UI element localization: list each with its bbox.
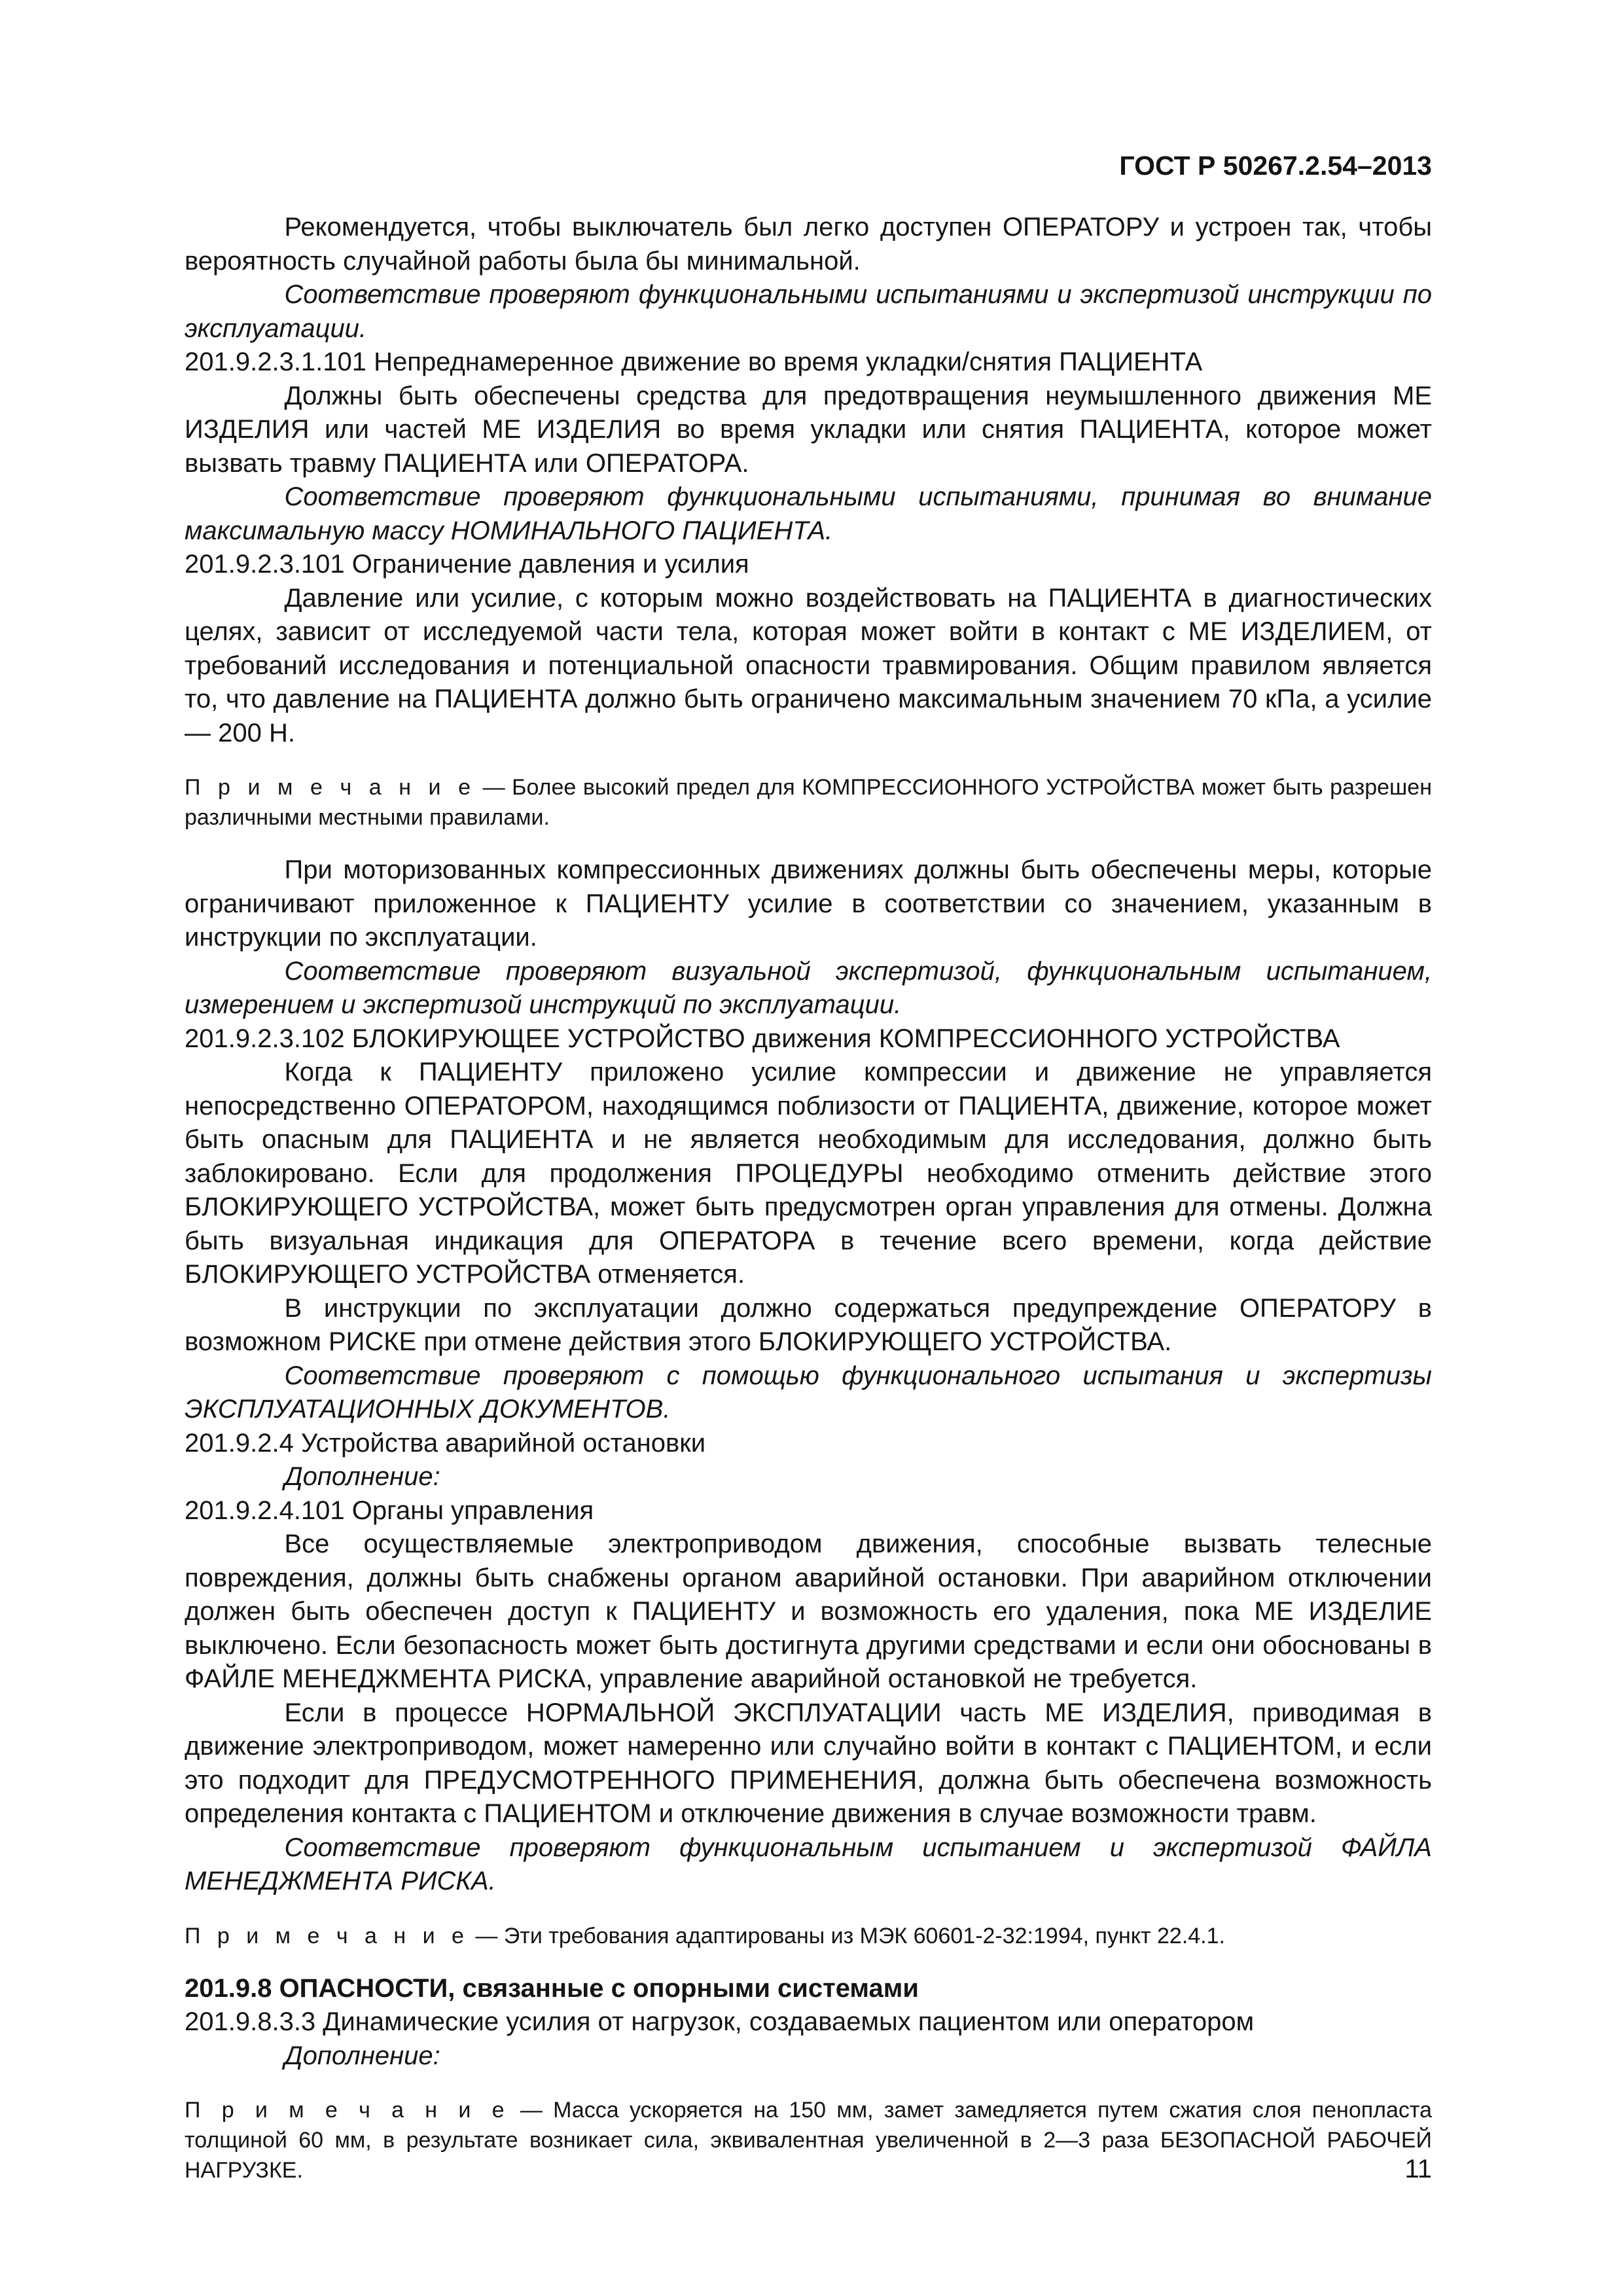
paragraph: Когда к ПАЦИЕНТУ приложено усилие компрессии и движение не управляется непосредственно ОПЕРАТОРОМ, находящимся поблизости от ПАЦИЕНТА, движение, которое может быть опасным для ПАЦИЕНТА и не является необходимым для исследования, должно быть заблокировано. Если для продолжения ПРОЦЕДУРЫ необходимо отменить действие этого БЛОКИРУЮЩЕГО УСТРОЙСТВА, может быть предусмотрен орган управления для отмены. Должна быть визуальная индикация для ОПЕРАТОРА в течение всего времени, когда действие БЛОКИРУЮЩЕГО УСТРОЙСТВА отменяется. — [185, 1058, 1432, 1289]
note — [185, 772, 1432, 833]
clause-heading: 201.9.2.4 Устройства аварийной остановки — [185, 1428, 706, 1458]
compliance-paragraph: Соответствие проверяют функциональным испытанием и экспертизой ФАЙЛА МЕНЕДЖМЕНТА РИСКА. — [185, 1833, 1432, 1895]
note-text: — Масса ускоряется на 150 мм, замет замедляется путем сжатия слоя пенопласта толщиной 60 мм, в результате возникает сила, эквивалентная увеличенной в 2—3 раза БЕЗОПАСНОЙ РАБОЧЕЙ НАГРУЗКЕ. — [185, 2098, 1432, 2183]
note-text: — Более высокий предел для КОМПРЕССИОННОГО УСТРОЙСТВА может быть разрешен различными местными правилами. — [185, 775, 1432, 830]
clause-heading: 201.9.8.3.3 Динамические усилия от нагрузок, создаваемых пациентом или оператором — [185, 2007, 1255, 2036]
standard-title: ГОСТ Р 50267.2.54–2013 — [1119, 151, 1432, 181]
paragraph: Если в процессе НОРМАЛЬНОЙ ЭКСПЛУАТАЦИИ часть МЕ ИЗДЕЛИЯ, приводимая в движение электроприводом, может намеренно или случайно войти в контакт с ПАЦИЕНТОМ, и если это подходит для ПРЕДУСМОТРЕННОГО ПРИМЕНЕНИЯ, должна быть обеспечена возможность определения контакта с ПАЦИЕНТОМ и отключение движения в случае возможности травм. — [185, 1698, 1432, 1828]
compliance-paragraph: Соответствие проверяют функциональными испытаниями, принимая во внимание максимальную массу НОМИНАЛЬНОГО ПАЦИЕНТА. — [185, 482, 1432, 545]
note-label: П р и м е ч а н и е — [185, 775, 476, 800]
body-text — [185, 211, 1432, 2185]
paragraph: Все осуществляемые электроприводом движения, способные вызвать телесные повреждения, должны быть снабжены органом аварийной остановки. При аварийном отключении должен быть обеспечен доступ к ПАЦИЕНТУ и возможность его удаления, пока МЕ ИЗДЕЛИЕ выключено. Если безопасность может быть достигнута другими средствами и если они обоснованы в ФАЙЛЕ МЕНЕДЖМЕНТА РИСКА, управление аварийной остановкой не требуется. — [185, 1530, 1432, 1693]
paragraph: Давление или усилие, с которым можно воздействовать на ПАЦИЕНТА в диагностических целях, зависит от исследуемой части тела, которая может войти в контакт с МЕ ИЗДЕЛИЕМ, от требований исследования и потенциальной опасности травмирования. Общим правилом является то, что давление на ПАЦИЕНТА должно быть ограничено максимальным значением 70 кПа, а усилие — 200 Н. — [185, 583, 1432, 747]
note-label: П р и м е ч а н и е — [185, 2098, 510, 2123]
clause-heading: 201.9.2.3.102 БЛОКИРУЮЩЕЕ УСТРОЙСТВО движения КОМПРЕССИОННОГО УСТРОЙСТВА — [185, 1024, 1340, 1053]
paragraph: Должны быть обеспечены средства для предотвращения неумышленного движения МЕ ИЗДЕЛИЯ или частей МЕ ИЗДЕЛИЯ во время укладки или снятия ПАЦИЕНТА, которое может вызвать травму ПАЦИЕНТА или ОПЕРАТОРА. — [185, 381, 1432, 478]
clause-heading: 201.9.2.3.101 Ограничение давления и усилия — [185, 550, 749, 579]
paragraph: Рекомендуется, чтобы выключатель был легко доступен ОПЕРАТОРУ и устроен так, чтобы вероятность случайной работы была бы минимальной. — [185, 213, 1432, 276]
addition-label: Дополнение: — [284, 2041, 440, 2070]
paragraph: При моторизованных компрессионных движениях должны быть обеспечены меры, которые ограничивают приложенное к ПАЦИЕНТУ усилие в соответствии со значением, указанным в инструкции по эксплуатации. — [185, 855, 1432, 952]
note-text: — Эти требования адаптированы из МЭК 60601-2-32:1994, пункт 22.4.1. — [469, 1923, 1225, 1948]
section-heading: 201.9.8 ОПАСНОСТИ, связанные с опорными системами — [185, 1973, 919, 2003]
compliance-paragraph: Соответствие проверяют визуальной экспертизой, функциональным испытанием, измерением и экспертизой инструкций по эксплуатации. — [185, 956, 1432, 1019]
note — [185, 1921, 1432, 1951]
addition-label: Дополнение: — [284, 1462, 440, 1491]
note-label: П р и м е ч а н и е — [185, 1923, 469, 1948]
compliance-paragraph: Соответствие проверяют с помощью функционального испытания и экспертизы ЭКСПЛУАТАЦИОННЫХ ДОКУМЕНТОВ. — [185, 1361, 1432, 1424]
compliance-paragraph: Соответствие проверяют функциональными испытаниями и экспертизой инструкции по эксплуатации. — [185, 280, 1432, 343]
clause-heading: 201.9.2.3.1.101 Непреднамеренное движение во время укладки/снятия ПАЦИЕНТА — [185, 348, 1203, 376]
note — [185, 2095, 1432, 2185]
clause-heading: 201.9.2.4.101 Органы управления — [185, 1496, 594, 1525]
page-number: 11 — [1404, 2155, 1432, 2183]
paragraph: В инструкции по эксплуатации должно содержаться предупреждение ОПЕРАТОРУ в возможном РИСКЕ при отмене действия этого БЛОКИРУЮЩЕГО УСТРОЙСТВА. — [185, 1293, 1432, 1356]
